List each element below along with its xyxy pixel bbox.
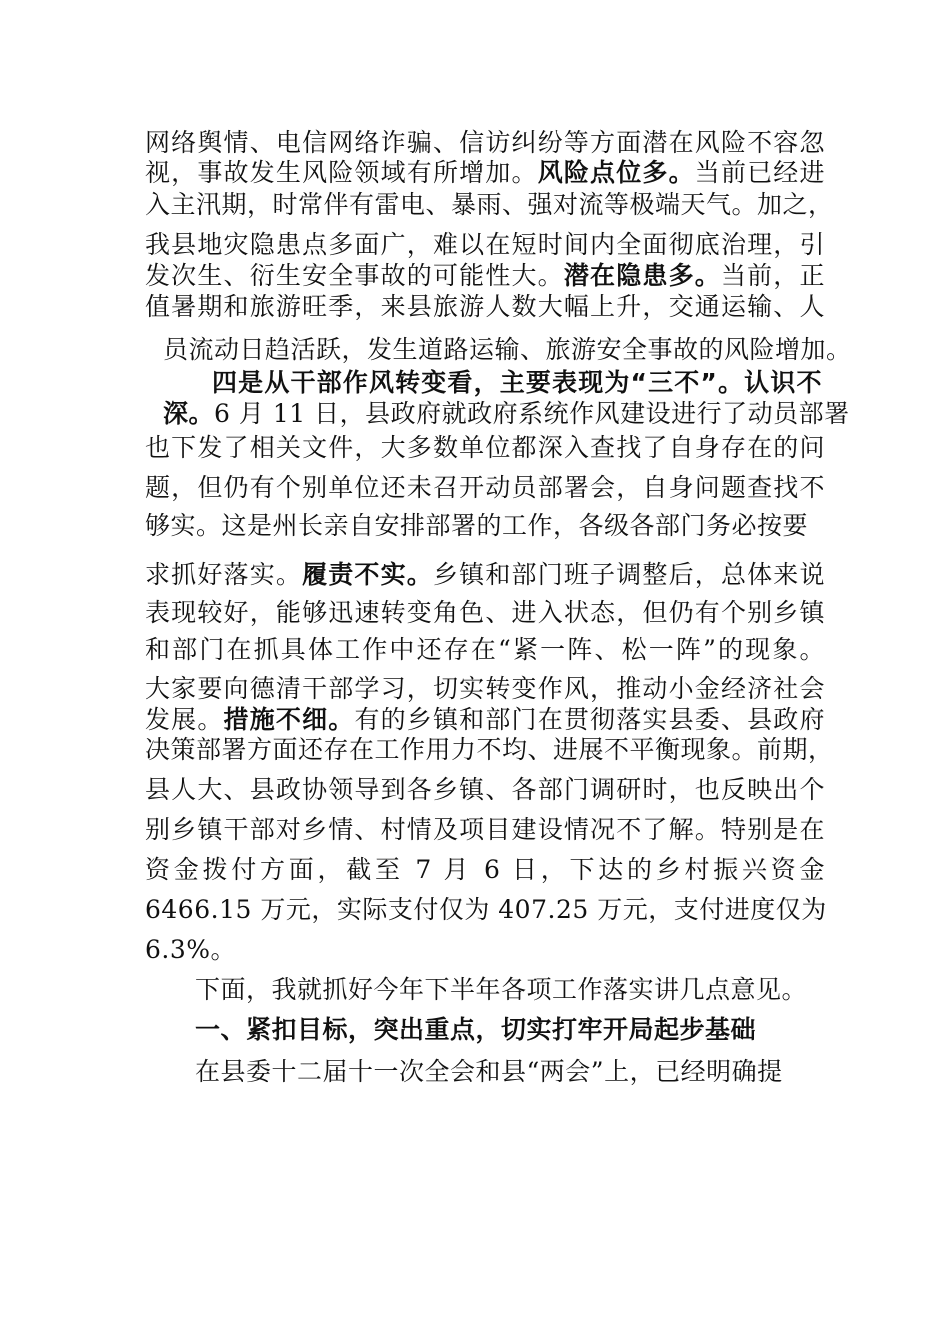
bold-phrase: 深。 bbox=[163, 399, 215, 428]
text-run: 大家要向德清干部学习，切实转变作风，推动小金经济社会 bbox=[145, 674, 825, 703]
bold-phrase: 认识不 bbox=[744, 368, 822, 397]
text-line bbox=[145, 893, 825, 927]
text-run: 乡镇和部门班子调整后，总体来说 bbox=[432, 560, 825, 589]
text-run: 发次生、衍生安全事故的可能性大。 bbox=[145, 261, 564, 290]
bold-phrase: 风险点位多。 bbox=[537, 158, 695, 187]
text-line bbox=[145, 703, 825, 737]
text-run: 求抓好落实。 bbox=[145, 560, 303, 589]
text-line bbox=[145, 813, 825, 847]
text-run: 我县地灾隐患点多面广，难以在短时间内全面彻底治理，引 bbox=[145, 230, 825, 259]
text-run: 资金拨付方面，截至 7 月 6 日，下达的乡村振兴资金 bbox=[145, 855, 825, 884]
section-heading: 一、紧扣目标，突出重点，切实打牢开局起步基础 bbox=[195, 1015, 757, 1044]
text-line bbox=[145, 672, 825, 706]
bold-phrase: 潜在隐患多。 bbox=[563, 261, 721, 290]
text-run: 网络舆情、电信网络诈骗、信访纠纷等方面潜在风险不容忽 bbox=[145, 128, 825, 157]
text-line bbox=[145, 596, 825, 630]
text-line bbox=[145, 933, 825, 967]
text-line bbox=[212, 366, 822, 400]
text-run: 有的乡镇和部门在贯彻落实县委、县政府 bbox=[354, 705, 825, 734]
text-run: 表现较好，能够迅速转变角色、进入状态，但仍有个别乡镇 bbox=[145, 598, 825, 627]
text-line bbox=[195, 973, 825, 1007]
text-line bbox=[145, 188, 834, 222]
bold-phrase: 措施不细。 bbox=[223, 705, 355, 734]
text-line bbox=[145, 509, 809, 543]
text-line bbox=[145, 633, 825, 667]
text-line bbox=[145, 471, 825, 505]
bold-phrase: 履责不实。 bbox=[302, 560, 433, 589]
text-line bbox=[145, 773, 825, 807]
text-line bbox=[163, 333, 852, 367]
text-line bbox=[145, 156, 825, 190]
text-line bbox=[195, 1055, 825, 1089]
text-run: 当前已经进 bbox=[694, 158, 825, 187]
text-line bbox=[145, 431, 825, 465]
text-run: 员流动日趋活跃，发生道路运输、旅游安全事故的风险增加。 bbox=[163, 335, 852, 364]
text-line bbox=[195, 1013, 825, 1047]
text-run: 入主汛期，时常伴有雷电、暴雨、强对流等极端天气。加之， bbox=[145, 190, 834, 219]
section-heading: 四是从干部作风转变看，主要表现为“三不”。 bbox=[212, 368, 745, 397]
text-run: 县人大、县政协领导到各乡镇、各部门调研时，也反映出个 bbox=[145, 775, 825, 804]
text-run: 够实。这是州长亲自安排部署的工作，各级各部门务必按要 bbox=[145, 511, 809, 540]
text-run: 当前，正 bbox=[720, 261, 825, 290]
text-run: 视，事故发生风险领域有所增加。 bbox=[145, 158, 538, 187]
text-line bbox=[145, 259, 825, 293]
text-line bbox=[145, 558, 825, 592]
text-run: 6 月 11 日，县政府就政府系统作风建设进行了动员部署 bbox=[214, 399, 850, 428]
text-line bbox=[145, 290, 825, 324]
text-line bbox=[145, 126, 825, 160]
text-run: 下面，我就抓好今年下半年各项工作落实讲几点意见。 bbox=[195, 975, 808, 1004]
text-line bbox=[163, 397, 850, 431]
text-run: 6466.15 万元，实际支付仅为 407.25 万元，支付进度仅为 bbox=[145, 895, 827, 924]
text-run: 和部门在抓具体工作中还存在“紧一阵、松一阵”的现象。 bbox=[145, 635, 825, 664]
text-run: 发展。 bbox=[145, 705, 224, 734]
text-run: 题，但仍有个别单位还未召开动员部署会，自身问题查找不 bbox=[145, 473, 825, 502]
text-run: 决策部署方面还存在工作用力不均、进展不平衡现象。前期， bbox=[145, 735, 834, 764]
text-line bbox=[145, 853, 825, 887]
text-run: 6.3%。 bbox=[145, 935, 237, 964]
text-run: 在县委十二届十一次全会和县“两会”上，已经明确提 bbox=[195, 1057, 783, 1086]
text-run: 也下发了相关文件，大多数单位都深入查找了自身存在的问 bbox=[145, 433, 825, 462]
text-line bbox=[145, 733, 834, 767]
text-run: 别乡镇干部对乡情、村情及项目建设情况不了解。特别是在 bbox=[145, 815, 825, 844]
text-line bbox=[145, 228, 825, 262]
text-run: 值暑期和旅游旺季，来县旅游人数大幅上升，交通运输、人 bbox=[145, 292, 825, 321]
